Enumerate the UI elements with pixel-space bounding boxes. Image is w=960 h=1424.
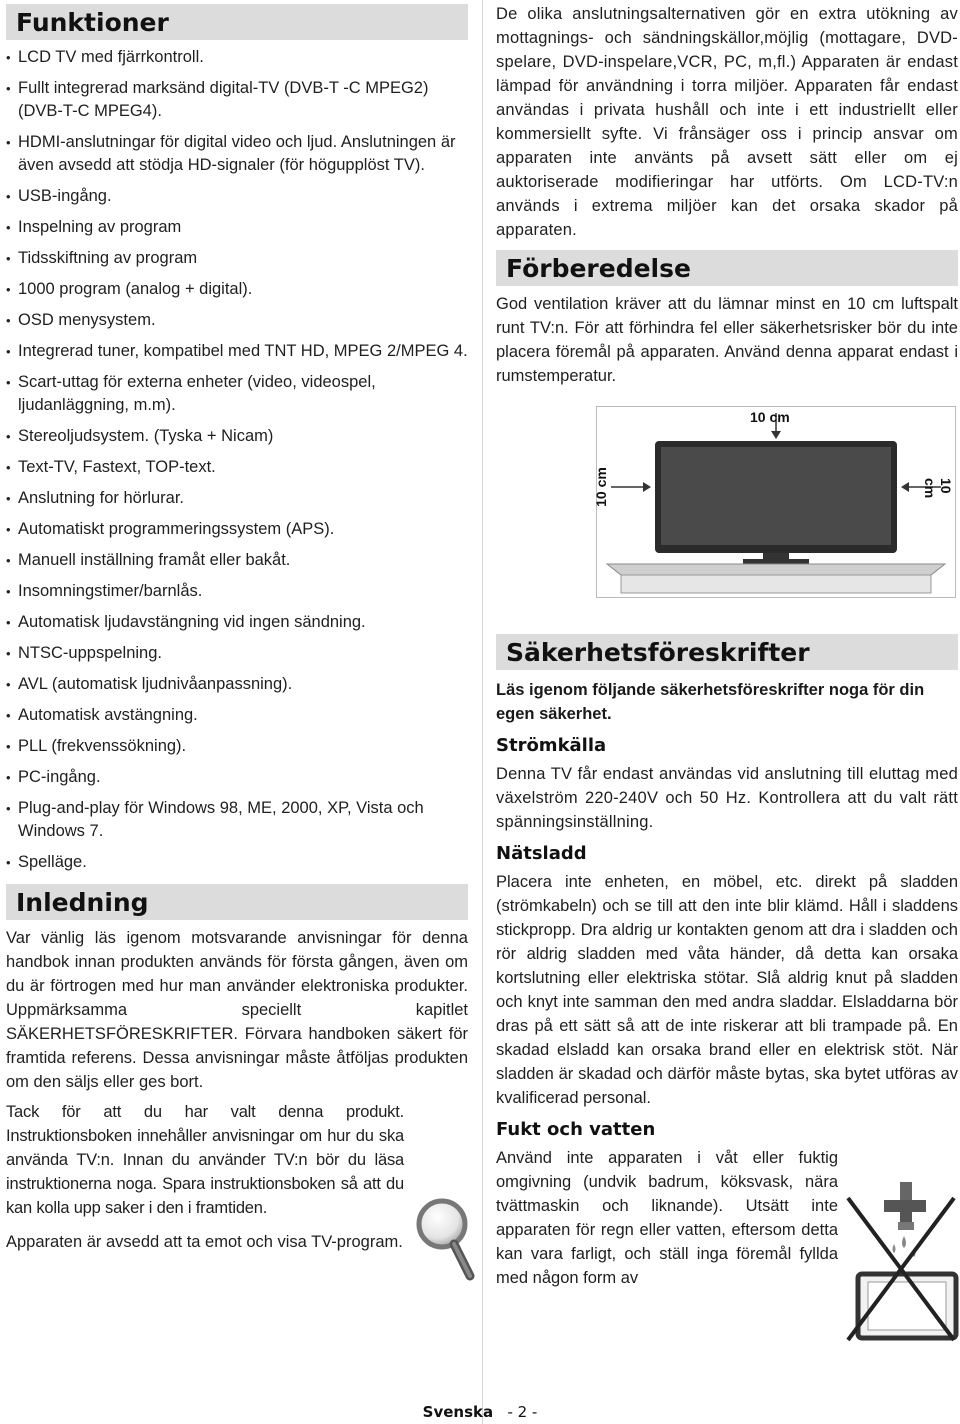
right-column [496, 0, 958, 1296]
feature-item: • Tidsskiftning av program [6, 247, 468, 270]
left-clearance-label: 10 cm [592, 467, 609, 507]
ventilation-diagram [592, 406, 956, 598]
tv-clearance-illustration [597, 407, 955, 597]
feature-item: • HDMI-anslutningar för digital video och ljud. Anslutningen är även avsedd att stödja HD-signaler (för högupplöst TV). [6, 131, 468, 177]
page-footer [0, 1403, 960, 1421]
feature-item: • NTSC-uppspelning. [6, 642, 468, 665]
feature-item: • Manuell inställning framåt eller bakåt. [6, 549, 468, 572]
feature-item: • Plug-and-play för Windows 98, ME, 2000, XP, Vista och Windows 7. [6, 797, 468, 843]
magnifier-icon [412, 1196, 478, 1282]
feature-item: • Automatisk ljudavstängning vid ingen sändning. [6, 611, 468, 634]
feature-item: • Stereoljudsystem. (Tyska + Nicam) [6, 425, 468, 448]
footer-language: Svenska [422, 1403, 494, 1421]
feature-item: • USB-ingång. [6, 185, 468, 208]
footer-page-number: - 2 - [507, 1403, 538, 1421]
cord-paragraph: Placera inte enheten, en möbel, etc. direkt på sladden (strömkabeln) och se till att den inte blir klämd. Håll i sladdens stickpropp. Dra aldrig ur kontakten genom att dra i sladden och rör aldrig sladden med våta händer, då detta kan orsaka kortslutning eller elektriska stötar. Slå aldrig knut på sladden och knyt inte samman den med andra sladdar. Elsladdarna bör dras på ett sätt så att de inte riskerar att bli trampade på. En skadad elsladd kan orsaka brand eller en elektrisk stöt. När sladden är skadad och därför måste bytas, ska bytet utföras av kvalificerad personal. [496, 873, 958, 1107]
prep-title: Förberedelse [496, 250, 958, 286]
feature-item: • AVL (automatisk ljudnivåanpassning). [6, 673, 468, 696]
power-heading: Strömkälla [496, 735, 607, 756]
intro-paragraph-1: Var vänlig läs igenom motsvarande anvisningar för denna handbok innan produkten används för första gången, även om du är förtrogen med hur man använder elektroniska produkter. Uppmärksamma speciellt kapitlet SÄKERHETSFÖRESKRIFTER. Förvara handboken säkert för framtida referens. Dessa anvisningar måste åtföljas produkten om den säljs eller ges bort. [6, 929, 468, 1091]
top-clearance-label: 10 cm [750, 409, 790, 425]
features-list [6, 46, 468, 874]
feature-item: • Insomningstimer/barnlås. [6, 580, 468, 603]
right-clearance-label: 10 cm [922, 478, 954, 499]
column-divider [482, 0, 483, 1424]
feature-item: • Text-TV, Fastext, TOP-text. [6, 456, 468, 479]
feature-item: • Automatisk avstängning. [6, 704, 468, 727]
intro-paragraph-3: Apparaten är avsedd att ta emot och visa TV-program. [6, 1233, 403, 1251]
left-column [6, 0, 468, 1260]
feature-item: • OSD menysystem. [6, 309, 468, 332]
features-title: Funktioner [6, 4, 468, 40]
feature-item: • Spelläge. [6, 851, 468, 874]
feature-item: • PLL (frekvenssökning). [6, 735, 468, 758]
no-water-icon [842, 1178, 960, 1346]
safety-title: Säkerhetsföreskrifter [496, 634, 958, 670]
feature-item: • 1000 program (analog + digital). [6, 278, 468, 301]
feature-item: • Anslutning for hörlurar. [6, 487, 468, 510]
water-heading: Fukt och vatten [496, 1119, 656, 1140]
feature-item: • LCD TV med fjärrkontroll. [6, 46, 468, 69]
prep-paragraph: God ventilation kräver att du lämnar minst en 10 cm luftspalt runt TV:n. För att förhindra fel eller säkerhetsrisker bör du inte placera föremål på apparaten. Använd denna apparat endast i rumstemperatur. [496, 295, 958, 385]
feature-item: • Integrerad tuner, kompatibel med TNT HD, MPEG 2/MPEG 4. [6, 340, 468, 363]
feature-item: • Scart-uttag för externa enheter (video, videospel, ljudanläggning, m.m). [6, 371, 468, 417]
feature-item: • Automatiskt programmeringssystem (APS). [6, 518, 468, 541]
feature-item: • PC-ingång. [6, 766, 468, 789]
intro-paragraph-2: Tack för att du har valt denna produkt. Instruktionsboken innehåller anvisningar om hur du ska använda TV:n. Innan du använder TV:n bör du läsa instruktionerna noga. Spara instruktionsboken så att du kan kolla upp saker i den i framtiden. [6, 1103, 404, 1217]
safety-lead: Läs igenom följande säkerhetsföreskrifter noga för din egen säkerhet. [496, 681, 925, 723]
feature-item: • Fullt integrerad marksänd digital-TV (DVB-T -C MPEG2) (DVB-T-C MPEG4). [6, 77, 468, 123]
power-paragraph: Denna TV får endast användas vid anslutning till eluttag med växelström 220-240V och 50 Hz. Kontrollera att du valt rätt spänningsinställning. [496, 765, 958, 831]
water-paragraph: Använd inte apparaten i våt eller fuktig omgivning (undvik badrum, köksvask, nära tvättmaskin och liknande). Utsätt inte apparaten för regn eller vatten, eftersom detta kan vara farligt, och ställ inga föremål fyllda med någon form av [496, 1149, 838, 1287]
intro-continued: De olika anslutningsalternativen gör en extra utökning av mottagnings- och sändningskällor,möjlig (mottagare, DVD-spelare, DVD-inspelare,VCR, PC, m,fl.) Apparaten är endast lämpad för användning i torra miljöer. Apparaten får endast användas i privata hushåll och inte i ett industriellt eller kommersiellt syfte. Vi frånsäger oss i princip ansvar om apparaten inte använts på avsett sätt eller om ej auktoriserade modifieringar har utförts. Om LCD-TV:n används i extrema miljöer kan det orsaka skador på apparaten. [496, 5, 958, 239]
feature-item: • Inspelning av program [6, 216, 468, 239]
intro-title: Inledning [6, 884, 468, 920]
cord-heading: Nätsladd [496, 843, 587, 864]
